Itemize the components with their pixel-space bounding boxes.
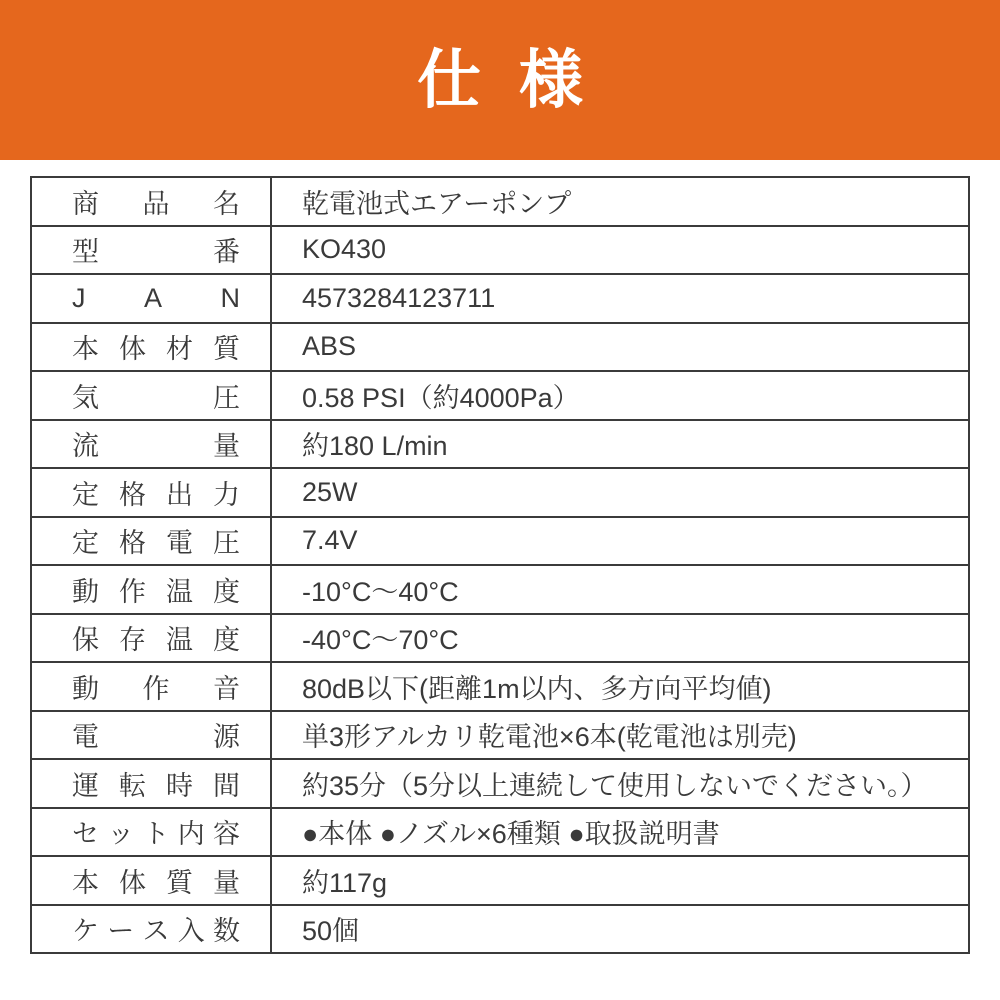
spec-value: 0.58 PSI（約4000Pa）	[302, 382, 580, 413]
spec-label: 定 格 出 力	[32, 469, 272, 516]
spec-row-case-quantity	[32, 906, 968, 953]
spec-row-air-pressure	[32, 372, 968, 421]
spec-row-rated-voltage	[32, 518, 968, 567]
spec-label: 動 作 音	[32, 663, 272, 710]
spec-value: -10°C～40°C	[302, 576, 459, 607]
spec-row-operating-temperature	[32, 566, 968, 615]
spec-label: 保 存 温 度	[32, 615, 272, 662]
spec-label: ケ ー ス 入 数	[32, 906, 272, 953]
spec-label: セ ッ ト 内 容	[32, 809, 272, 856]
spec-row-set-contents	[32, 809, 968, 858]
spec-label: 本 体 材 質	[32, 324, 272, 371]
spec-row-run-time	[32, 760, 968, 809]
spec-row-model-number	[32, 227, 968, 276]
spec-value: -40°C～70°C	[302, 625, 459, 656]
spec-value: 乾電池式エアーポンプ	[302, 188, 572, 219]
spec-value: 単3形アルカリ乾電池×6本(乾電池は別売)	[302, 722, 797, 753]
spec-label: 商 品 名	[32, 178, 272, 225]
spec-row-flow-rate	[32, 421, 968, 470]
spec-row-operating-noise	[32, 663, 968, 712]
title-banner	[0, 0, 1000, 160]
spec-value: 4573284123711	[302, 282, 496, 313]
spec-label: 定 格 電 圧	[32, 518, 272, 565]
spec-value: ●本体 ●ノズル×6種類 ●取扱説明書	[302, 819, 720, 850]
spec-label: J A N	[32, 275, 272, 322]
spec-row-rated-output	[32, 469, 968, 518]
spec-label: 型 番	[32, 227, 272, 274]
spec-label: 動 作 温 度	[32, 566, 272, 613]
spec-table	[30, 176, 970, 954]
spec-label: 電 源	[32, 712, 272, 759]
spec-value: 50個	[302, 916, 360, 947]
spec-value: 約117g	[302, 867, 388, 898]
spec-label: 運 転 時 間	[32, 760, 272, 807]
spec-label: 気 圧	[32, 372, 272, 419]
page-title: 仕 様	[417, 44, 593, 116]
spec-value: ABS	[302, 331, 357, 362]
spec-row-body-weight	[32, 857, 968, 906]
spec-value: 約35分（5分以上連続して使用しないでください。）	[302, 770, 928, 801]
spec-row-body-material	[32, 324, 968, 373]
spec-label: 本 体 質 量	[32, 857, 272, 904]
spec-row-storage-temperature	[32, 615, 968, 664]
spec-value: 約180 L/min	[302, 431, 448, 462]
spec-value: 80dB以下(距離1m以内、多方向平均値)	[302, 673, 772, 704]
spec-value: KO430	[302, 234, 387, 265]
spec-value: 25W	[302, 476, 358, 507]
spec-row-power-source	[32, 712, 968, 761]
spec-row-product-name	[32, 178, 968, 227]
spec-label: 流 量	[32, 421, 272, 468]
spec-row-jan-code	[32, 275, 968, 324]
spec-value: 7.4V	[302, 525, 358, 556]
